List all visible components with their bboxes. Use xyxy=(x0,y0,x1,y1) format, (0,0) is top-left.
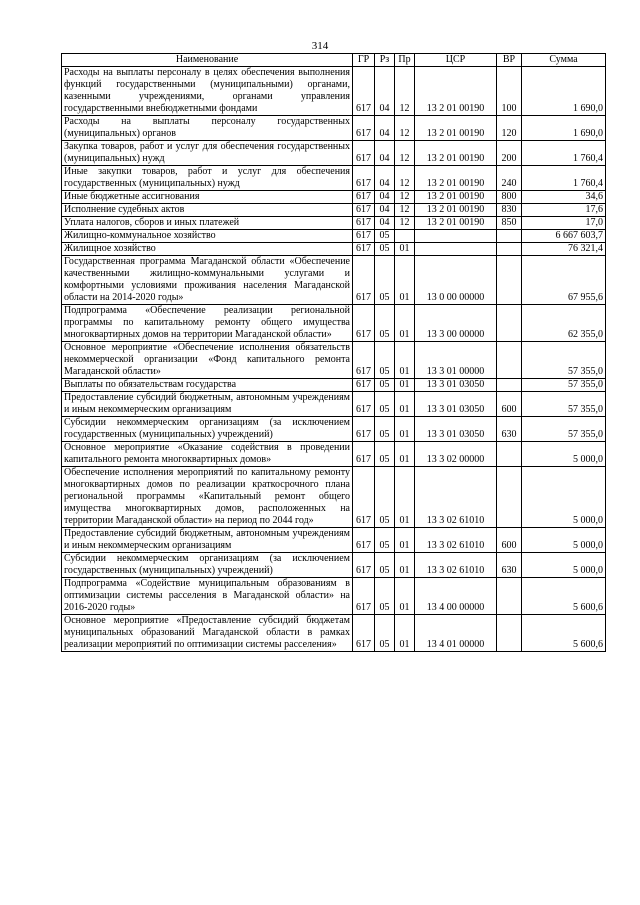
cell-vr: 630 xyxy=(497,417,522,442)
cell-vr: 240 xyxy=(497,166,522,191)
cell-name: Выплаты по обязательствам государства xyxy=(62,379,353,392)
cell-vr xyxy=(497,256,522,305)
cell-gr: 617 xyxy=(353,379,375,392)
cell-gr: 617 xyxy=(353,417,375,442)
cell-csr: 13 3 01 00000 xyxy=(415,342,497,379)
cell-name: Основное мероприятие «Обеспечение исполнения обязательств некоммерческой организации «Фонд капитального ремонта Магаданской области» xyxy=(62,342,353,379)
cell-vr: 120 xyxy=(497,116,522,141)
cell-rz: 05 xyxy=(375,442,395,467)
cell-rz: 05 xyxy=(375,305,395,342)
table-row xyxy=(62,417,606,442)
table-row xyxy=(62,67,606,116)
cell-csr: 13 2 01 00190 xyxy=(415,191,497,204)
table-row xyxy=(62,204,606,217)
column-header-csr: ЦСР xyxy=(415,54,497,67)
cell-sum: 1 760,4 xyxy=(522,166,606,191)
cell-name: Жилищное хозяйство xyxy=(62,243,353,256)
cell-gr: 617 xyxy=(353,467,375,528)
cell-rz: 05 xyxy=(375,230,395,243)
cell-vr xyxy=(497,379,522,392)
cell-pr: 01 xyxy=(395,392,415,417)
cell-name: Предоставление субсидий бюджетным, автономным учреждениям и иным некоммерческим организациям xyxy=(62,528,353,553)
cell-gr: 617 xyxy=(353,191,375,204)
cell-csr: 13 4 01 00000 xyxy=(415,615,497,652)
cell-name: Субсидии некоммерческим организациям (за исключением государственных (муниципальных) учреждений) xyxy=(62,553,353,578)
cell-csr xyxy=(415,230,497,243)
table-row xyxy=(62,528,606,553)
cell-pr: 01 xyxy=(395,467,415,528)
cell-csr: 13 2 01 00190 xyxy=(415,116,497,141)
cell-vr: 600 xyxy=(497,392,522,417)
cell-gr: 617 xyxy=(353,578,375,615)
table-row xyxy=(62,191,606,204)
cell-pr: 12 xyxy=(395,141,415,166)
table-row xyxy=(62,379,606,392)
cell-name: Подпрограмма «Содействие муниципальным образованиям в оптимизации системы расселения в Магаданской области» на 2016-2020 годы» xyxy=(62,578,353,615)
cell-sum: 1 760,4 xyxy=(522,141,606,166)
cell-sum: 5 000,0 xyxy=(522,467,606,528)
cell-rz: 05 xyxy=(375,528,395,553)
cell-pr: 01 xyxy=(395,442,415,467)
table-row xyxy=(62,230,606,243)
cell-pr: 01 xyxy=(395,615,415,652)
cell-pr: 12 xyxy=(395,204,415,217)
cell-rz: 05 xyxy=(375,417,395,442)
cell-rz: 05 xyxy=(375,553,395,578)
cell-vr xyxy=(497,442,522,467)
cell-csr: 13 2 01 00190 xyxy=(415,67,497,116)
table-header-row xyxy=(62,54,606,67)
cell-name: Жилищно-коммунальное хозяйство xyxy=(62,230,353,243)
table-row xyxy=(62,467,606,528)
cell-rz: 04 xyxy=(375,67,395,116)
column-header-pr: Пр xyxy=(395,54,415,67)
cell-sum: 17,0 xyxy=(522,217,606,230)
cell-name: Уплата налогов, сборов и иных платежей xyxy=(62,217,353,230)
cell-rz: 04 xyxy=(375,166,395,191)
cell-name: Основное мероприятие «Оказание содействия в проведении капитального ремонта многоквартирных домов» xyxy=(62,442,353,467)
cell-csr: 13 3 02 61010 xyxy=(415,528,497,553)
cell-sum: 34,6 xyxy=(522,191,606,204)
cell-sum: 67 955,6 xyxy=(522,256,606,305)
table-row xyxy=(62,442,606,467)
table-row xyxy=(62,256,606,305)
cell-rz: 05 xyxy=(375,379,395,392)
cell-vr xyxy=(497,467,522,528)
cell-csr: 13 3 02 00000 xyxy=(415,442,497,467)
column-header-vr: ВР xyxy=(497,54,522,67)
cell-csr: 13 3 01 03050 xyxy=(415,392,497,417)
cell-vr xyxy=(497,305,522,342)
cell-pr: 12 xyxy=(395,166,415,191)
cell-rz: 05 xyxy=(375,615,395,652)
cell-rz: 04 xyxy=(375,204,395,217)
cell-sum: 62 355,0 xyxy=(522,305,606,342)
cell-vr: 630 xyxy=(497,553,522,578)
cell-name: Предоставление субсидий бюджетным, автономным учреждениям и иным некоммерческим организациям xyxy=(62,392,353,417)
cell-gr: 617 xyxy=(353,116,375,141)
cell-rz: 04 xyxy=(375,116,395,141)
cell-gr: 617 xyxy=(353,342,375,379)
cell-rz: 05 xyxy=(375,243,395,256)
cell-name: Субсидии некоммерческим организациям (за исключением государственных (муниципальных) учреждений) xyxy=(62,417,353,442)
cell-gr: 617 xyxy=(353,166,375,191)
table-row xyxy=(62,553,606,578)
cell-pr: 01 xyxy=(395,578,415,615)
table-row xyxy=(62,243,606,256)
cell-pr: 01 xyxy=(395,528,415,553)
cell-rz: 04 xyxy=(375,141,395,166)
cell-pr: 01 xyxy=(395,342,415,379)
table-row xyxy=(62,578,606,615)
cell-vr xyxy=(497,615,522,652)
cell-gr: 617 xyxy=(353,615,375,652)
cell-sum: 57 355,0 xyxy=(522,342,606,379)
cell-gr: 617 xyxy=(353,141,375,166)
column-header-sum: Сумма xyxy=(522,54,606,67)
cell-sum: 57 355,0 xyxy=(522,379,606,392)
budget-table xyxy=(61,53,606,652)
cell-vr: 200 xyxy=(497,141,522,166)
cell-rz: 05 xyxy=(375,392,395,417)
cell-csr: 13 3 02 61010 xyxy=(415,467,497,528)
table-row xyxy=(62,217,606,230)
column-header-gr: ГР xyxy=(353,54,375,67)
table-row xyxy=(62,305,606,342)
cell-csr: 13 0 00 00000 xyxy=(415,256,497,305)
column-header-name: Наименование xyxy=(62,54,353,67)
cell-gr: 617 xyxy=(353,243,375,256)
cell-vr xyxy=(497,342,522,379)
cell-vr: 850 xyxy=(497,217,522,230)
cell-csr: 13 3 00 00000 xyxy=(415,305,497,342)
cell-sum: 5 000,0 xyxy=(522,442,606,467)
cell-pr: 12 xyxy=(395,191,415,204)
cell-pr: 01 xyxy=(395,243,415,256)
cell-name: Государственная программа Магаданской области «Обеспечение качественными жилищно-коммунальными услугами и комфортными условиями проживания населения Магаданской области на 2014-2020 годы» xyxy=(62,256,353,305)
cell-gr: 617 xyxy=(353,553,375,578)
cell-vr: 600 xyxy=(497,528,522,553)
cell-vr: 830 xyxy=(497,204,522,217)
page-number: 314 xyxy=(311,40,329,52)
table-body xyxy=(62,67,606,652)
cell-rz: 05 xyxy=(375,342,395,379)
cell-csr: 13 3 01 03050 xyxy=(415,379,497,392)
cell-name: Основное мероприятие «Предоставление субсидий бюджетам муниципальных образований Магаданской области в рамках реализации мероприятий по оптимизации системы расселения» xyxy=(62,615,353,652)
cell-sum: 5 600,6 xyxy=(522,578,606,615)
cell-pr: 01 xyxy=(395,379,415,392)
cell-sum: 1 690,0 xyxy=(522,67,606,116)
column-header-rz: Рз xyxy=(375,54,395,67)
cell-gr: 617 xyxy=(353,217,375,230)
cell-sum: 1 690,0 xyxy=(522,116,606,141)
cell-gr: 617 xyxy=(353,67,375,116)
table-row xyxy=(62,342,606,379)
cell-name: Иные закупки товаров, работ и услуг для обеспечения государственных (муниципальных) нужд xyxy=(62,166,353,191)
cell-sum: 5 000,0 xyxy=(522,553,606,578)
cell-name: Обеспечение исполнения мероприятий по капитальному ремонту многоквартирных домов по реализации краткосрочного плана региональной программы «Капитальный ремонт общего имущества многоквартирных домов, расположенных на территории Магаданской области» на период по 2044 год» xyxy=(62,467,353,528)
cell-gr: 617 xyxy=(353,256,375,305)
cell-sum: 57 355,0 xyxy=(522,417,606,442)
cell-csr: 13 3 02 61010 xyxy=(415,553,497,578)
cell-rz: 05 xyxy=(375,467,395,528)
cell-rz: 04 xyxy=(375,191,395,204)
cell-csr: 13 3 01 03050 xyxy=(415,417,497,442)
cell-gr: 617 xyxy=(353,305,375,342)
cell-gr: 617 xyxy=(353,392,375,417)
cell-pr: 12 xyxy=(395,116,415,141)
table-row xyxy=(62,141,606,166)
cell-sum: 5 000,0 xyxy=(522,528,606,553)
cell-name: Иные бюджетные ассигнования xyxy=(62,191,353,204)
cell-csr: 13 2 01 00190 xyxy=(415,204,497,217)
cell-vr: 800 xyxy=(497,191,522,204)
cell-sum: 17,6 xyxy=(522,204,606,217)
cell-vr: 100 xyxy=(497,67,522,116)
cell-vr xyxy=(497,578,522,615)
cell-name: Расходы на выплаты персоналу государственных (муниципальных) органов xyxy=(62,116,353,141)
cell-csr: 13 2 01 00190 xyxy=(415,217,497,230)
cell-pr: 01 xyxy=(395,256,415,305)
cell-csr: 13 2 01 00190 xyxy=(415,141,497,166)
cell-csr: 13 2 01 00190 xyxy=(415,166,497,191)
cell-pr: 01 xyxy=(395,417,415,442)
cell-gr: 617 xyxy=(353,204,375,217)
cell-gr: 617 xyxy=(353,528,375,553)
cell-rz: 05 xyxy=(375,578,395,615)
cell-rz: 04 xyxy=(375,217,395,230)
cell-gr: 617 xyxy=(353,230,375,243)
cell-csr xyxy=(415,243,497,256)
cell-vr xyxy=(497,230,522,243)
cell-pr: 12 xyxy=(395,217,415,230)
cell-rz: 05 xyxy=(375,256,395,305)
cell-sum: 5 600,6 xyxy=(522,615,606,652)
cell-name: Исполнение судебных актов xyxy=(62,204,353,217)
cell-pr: 01 xyxy=(395,305,415,342)
cell-csr: 13 4 00 00000 xyxy=(415,578,497,615)
cell-sum: 76 321,4 xyxy=(522,243,606,256)
table-row xyxy=(62,116,606,141)
cell-name: Расходы на выплаты персоналу в целях обеспечения выполнения функций государственными (муниципальными) органами, казенными учреждениями, органами управления государственными внебюджетными фондами xyxy=(62,67,353,116)
cell-pr: 12 xyxy=(395,67,415,116)
cell-sum: 6 667 603,7 xyxy=(522,230,606,243)
table-row xyxy=(62,392,606,417)
cell-pr xyxy=(395,230,415,243)
cell-name: Закупка товаров, работ и услуг для обеспечения государственных (муниципальных) нужд xyxy=(62,141,353,166)
table-row xyxy=(62,166,606,191)
table-row xyxy=(62,615,606,652)
cell-sum: 57 355,0 xyxy=(522,392,606,417)
cell-name: Подпрограмма «Обеспечение реализации региональной программы по капитальному ремонту общего имущества многоквартирных домов на территории Магаданской области» xyxy=(62,305,353,342)
cell-pr: 01 xyxy=(395,553,415,578)
cell-gr: 617 xyxy=(353,442,375,467)
cell-vr xyxy=(497,243,522,256)
